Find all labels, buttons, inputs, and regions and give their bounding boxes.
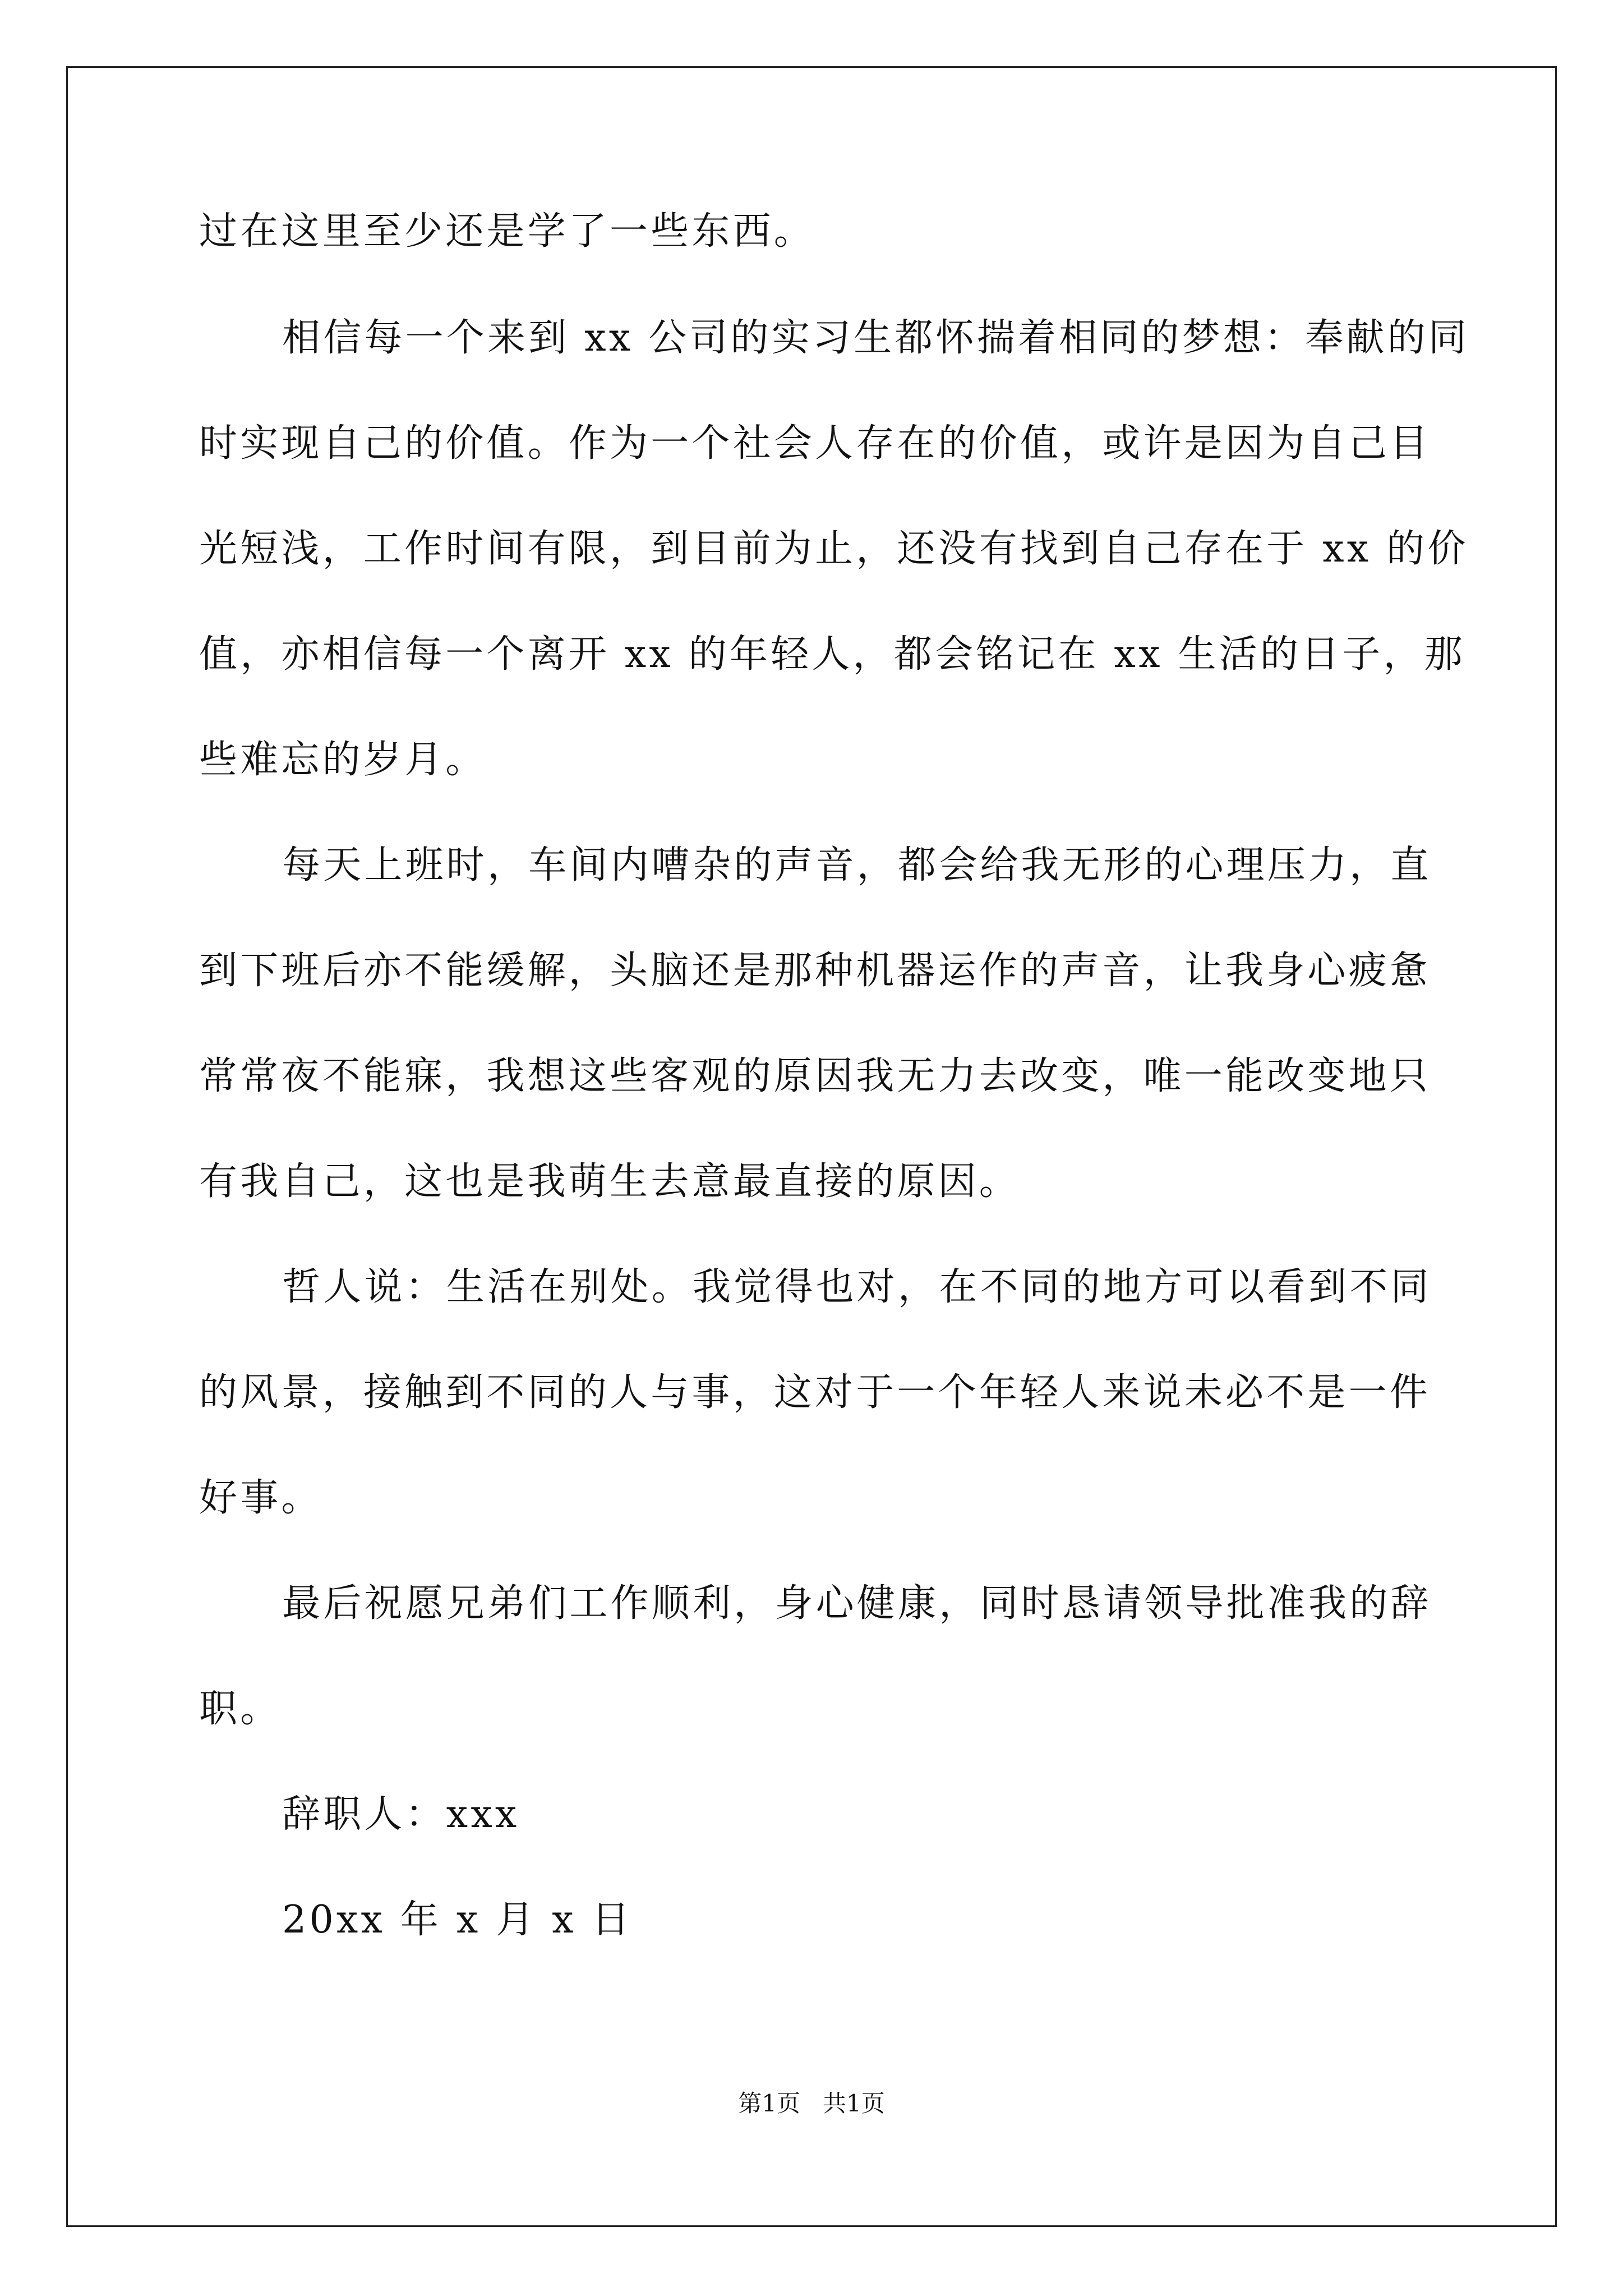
body-line-6: 些难忘的岁月。 — [199, 738, 487, 782]
body-line-13: 好事。 — [199, 1476, 322, 1520]
body-line-12: 的风景，接触到不同的人与事，这对于一个年轻人来说未必不是一件 — [199, 1370, 1431, 1415]
body-line-11: 哲人说：生活在别处。我觉得也对，在不同的地方可以看到不同 — [282, 1265, 1432, 1309]
body-line-5: 值，亦相信每一个离开 xx 的年轻人，都会铭记在 xx 生活的日子，那 — [199, 632, 1465, 677]
body-line-10: 有我自己，这也是我萌生去意最直接的原因。 — [199, 1159, 1021, 1204]
body-line-15: 职。 — [199, 1687, 282, 1731]
body-line-9: 常常夜不能寐，我想这些客观的原因我无力去改变，唯一能改变地只 — [199, 1054, 1431, 1098]
signature-line: 辞职人：xxx — [282, 1792, 520, 1837]
page-number-footer: 第1页 共1页 — [738, 2090, 885, 2117]
body-line-4: 光短浅，工作时间有限，到目前为止，还没有找到自己存在于 xx 的价 — [199, 527, 1469, 571]
body-line-1: 过在这里至少还是学了一些东西。 — [199, 209, 815, 254]
body-line-14: 最后祝愿兄弟们工作顺利，身心健康，同时恳请领导批准我的辞 — [282, 1581, 1432, 1626]
body-line-3: 时实现自己的价值。作为一个社会人存在的价值，或许是因为自己目 — [199, 421, 1431, 466]
body-line-2: 相信每一个来到 xx 公司的实习生都怀揣着相同的梦想：奉献的同 — [282, 316, 1470, 360]
body-line-8: 到下班后亦不能缓解，头脑还是那种机器运作的声音，让我身心疲惫 — [199, 949, 1431, 993]
date-line: 20xx 年 x 月 x 日 — [282, 1898, 633, 1942]
body-line-7: 每天上班时，车间内嘈杂的声音，都会给我无形的心理压力，直 — [282, 843, 1432, 887]
